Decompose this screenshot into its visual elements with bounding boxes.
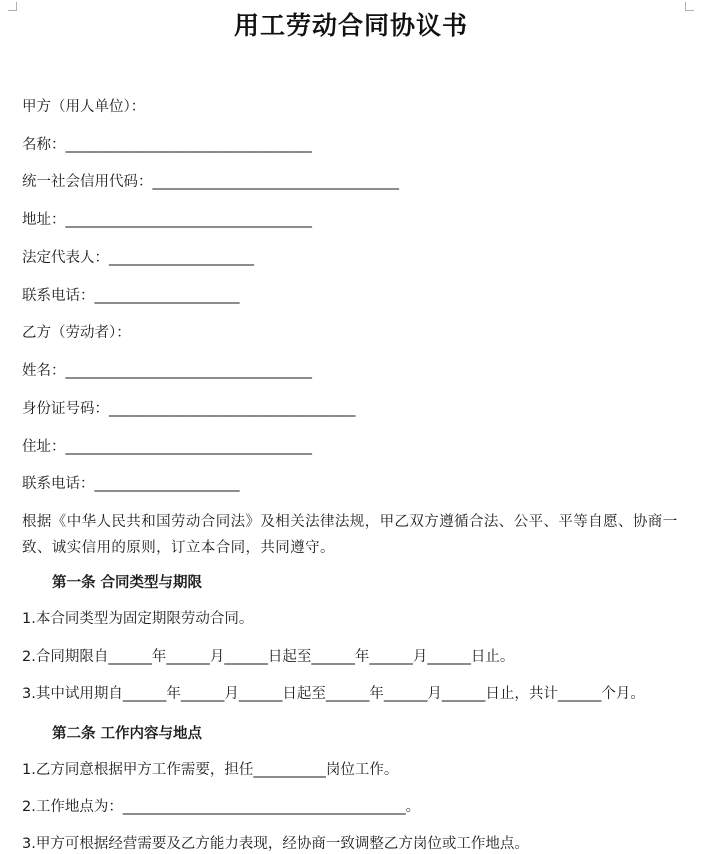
- article-2-heading: 第二条 工作内容与地点: [52, 725, 203, 742]
- party-a-legal-rep-field: 法定代表人：____________________: [22, 250, 254, 266]
- document-title: 用工劳动合同协议书: [233, 11, 468, 40]
- party-a-credit-code-field: 统一社会信用代码：__________________________________: [22, 174, 399, 190]
- article-1-item-1: 1.本合同类型为固定期限劳动合同。: [22, 611, 254, 627]
- article-2-item-2: 2.工作地点为：_______________________________________。: [22, 799, 421, 815]
- article-1-heading: 第一条 合同类型与期限: [52, 574, 203, 591]
- party-a-address-field: 地址：__________________________________: [22, 212, 312, 228]
- party-a-header: 甲方（用人单位）：: [22, 99, 146, 115]
- party-b-name-field: 姓名：__________________________________: [22, 363, 312, 379]
- party-b-id-field: 身份证号码：__________________________________: [22, 401, 356, 417]
- party-b-header: 乙方（劳动者）：: [22, 325, 131, 341]
- party-a-phone-field: 联系电话：____________________: [22, 288, 240, 304]
- party-a-name-field: 名称：__________________________________: [22, 137, 312, 153]
- article-2-item-3: 3.甲方可根据经营需要及乙方能力表现，经协商一致调整乙方岗位或工作地点。: [22, 836, 529, 852]
- article-1-item-2: 2.合同期限自______年______月______日起至______年______月______日止。: [22, 649, 515, 665]
- article-1-item-3: 3.其中试用期自______年______月______日起至______年______月______日止，共计______个月。: [22, 686, 645, 702]
- party-b-phone-field: 联系电话：____________________: [22, 476, 240, 492]
- article-2-item-1: 1.乙方同意根据甲方工作需要，担任__________岗位工作。: [22, 762, 399, 778]
- preamble-paragraph: 根据《中华人民共和国劳动合同法》及相关法律法规，甲乙双方遵循合法、公平、平等自愿、协商一致、诚实信用的原则，订立本合同，共同遵守。: [22, 514, 678, 556]
- party-b-address-field: 住址：__________________________________: [22, 439, 312, 455]
